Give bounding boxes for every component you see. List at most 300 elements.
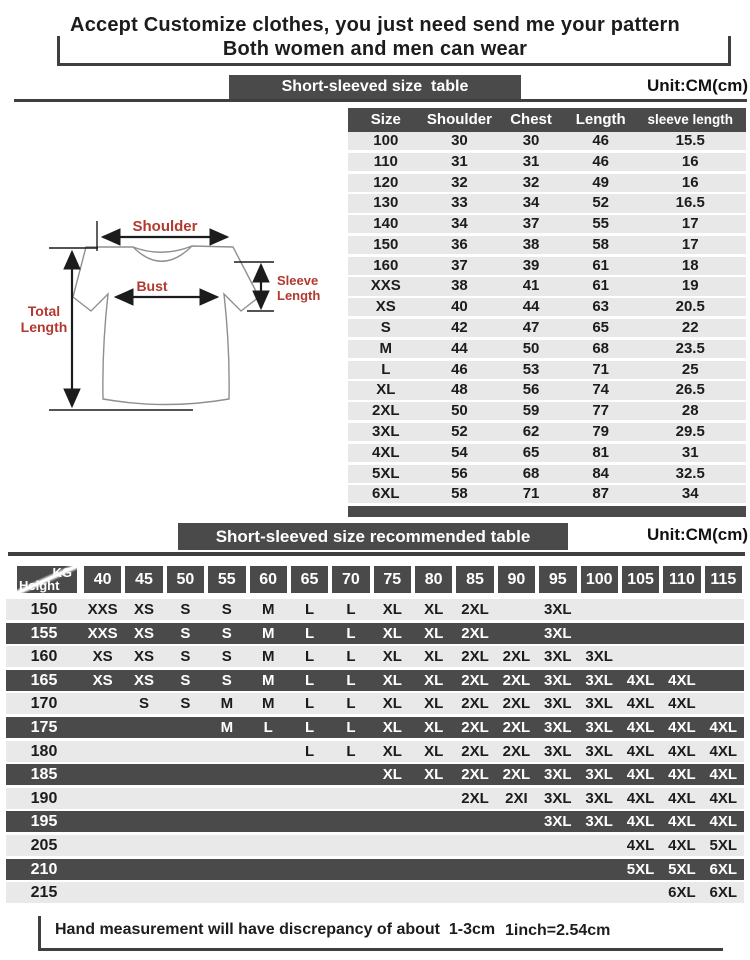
size-label: XS <box>375 298 396 316</box>
height-label: 150 <box>30 601 58 618</box>
recommended-size-cell <box>330 835 371 856</box>
recommended-size-cell <box>82 717 123 738</box>
recommended-size-cell: 5XL <box>709 836 738 854</box>
size-cell: 19 <box>681 277 699 295</box>
size-cell: 26.5 <box>675 381 705 399</box>
recommended-size-cell: M <box>261 695 275 713</box>
recommended-size-cell: L <box>304 671 315 689</box>
recommended-size-cell: 4XL <box>709 813 738 831</box>
size-cell: 16 <box>681 173 699 191</box>
size-label: 5XL <box>372 464 400 482</box>
recommended-size-cell <box>661 623 702 644</box>
recommended-size-cell: 3XL <box>544 813 572 831</box>
tshirt-outline <box>73 246 259 405</box>
recommended-size-cell: S <box>180 624 191 642</box>
recommended-size-cell: 2XL <box>461 742 489 760</box>
size-cell: 71 <box>522 485 540 503</box>
size-cell: 58 <box>592 235 610 253</box>
recommended-size-cell: L <box>346 601 356 618</box>
recommended-size-cell <box>496 623 537 644</box>
size-cell: 55 <box>592 215 610 233</box>
recommended-size-cell: 3XL <box>585 695 613 713</box>
recommended-size-cell <box>206 788 247 809</box>
bust-label: Bust <box>136 278 168 294</box>
table-row <box>348 174 746 192</box>
size-label: 4XL <box>372 443 400 461</box>
height-label: 185 <box>30 766 58 784</box>
size-cell: 29.5 <box>675 422 705 440</box>
table-row <box>6 693 744 714</box>
corner-height-label: Height <box>19 578 60 593</box>
weight-column-header: 45 <box>125 566 162 593</box>
recommended-size-cell <box>703 693 744 714</box>
recommended-size-cell <box>330 859 371 880</box>
recommended-size-cell <box>372 811 413 832</box>
height-label: 180 <box>30 742 58 760</box>
recommended-size-cell: 4XL <box>668 813 696 831</box>
recommended-size-cell <box>165 764 206 785</box>
recommended-size-cell: L <box>346 742 356 760</box>
recommended-size-cell: 2XL <box>502 648 531 666</box>
recommended-size-cell <box>496 811 537 832</box>
recommended-size-cell <box>579 835 620 856</box>
recommended-size-cell: XL <box>424 671 444 689</box>
recommended-size-cell: 3XL <box>544 648 572 666</box>
recommended-size-cell <box>454 859 495 880</box>
recommended-size-cell <box>372 859 413 880</box>
recommended-table <box>6 566 744 906</box>
size-table <box>348 108 746 517</box>
table-row <box>6 764 744 785</box>
recommended-size-cell <box>248 764 289 785</box>
recommended-size-cell: 5XL <box>626 860 655 878</box>
size-cell: 50 <box>522 339 540 357</box>
recommended-size-cell <box>537 835 578 856</box>
recommended-size-cell: XL <box>382 766 402 784</box>
tshirt-measure-diagram <box>0 100 340 520</box>
recommended-size-cell: XL <box>424 766 444 784</box>
recommended-size-cell: S <box>180 648 191 666</box>
recommended-size-cell: 3XL <box>544 624 572 642</box>
size-label: 6XL <box>372 485 400 503</box>
recommended-size-cell <box>703 623 744 644</box>
recommended-size-cell: 3XL <box>544 742 572 760</box>
table-row <box>6 623 744 644</box>
banner-line-1: Accept Customize clothes, you just need send me your pattern <box>70 14 680 36</box>
recommended-size-cell: 4XL <box>626 718 655 736</box>
recommended-size-cell: 4XL <box>668 789 696 807</box>
recommended-size-cell: XS <box>134 624 155 642</box>
size-cell: 15.5 <box>675 132 705 149</box>
recommended-size-cell <box>703 646 744 667</box>
corner-kg-label: KG <box>52 565 72 580</box>
recommended-size-cell: L <box>304 718 315 736</box>
recommended-size-cell <box>413 835 454 856</box>
recommended-size-cell: 3XL <box>585 766 613 784</box>
recommended-size-cell <box>496 599 537 620</box>
recommended-size-cell <box>165 811 206 832</box>
recommended-size-cell <box>661 646 702 667</box>
size-cell: 50 <box>451 402 468 420</box>
recommended-size-cell <box>454 811 495 832</box>
recommended-size-cell <box>289 764 330 785</box>
size-cell: 65 <box>592 319 610 337</box>
table-row <box>348 132 746 150</box>
recommended-size-cell: 4XL <box>626 742 655 760</box>
total-length-label-1: Total <box>27 303 61 319</box>
shoulder-label: Shoulder <box>132 218 198 235</box>
size-cell: 46 <box>451 360 468 378</box>
recommended-size-cell <box>248 882 289 903</box>
size-table-title: Short-sleeved size table <box>229 75 521 99</box>
size-cell: 79 <box>592 422 610 440</box>
table-row <box>348 153 746 171</box>
recommended-size-cell: 4XL <box>626 836 655 854</box>
recommended-size-cell <box>703 670 744 691</box>
corner-cell <box>17 566 77 593</box>
recommended-size-cell: S <box>180 671 191 689</box>
table-row <box>348 215 746 233</box>
recommended-size-cell <box>206 764 247 785</box>
recommended-size-cell <box>579 599 620 620</box>
size-cell: 33 <box>451 194 468 212</box>
recommended-size-cell <box>82 859 123 880</box>
recommended-size-cell: L <box>304 695 315 713</box>
size-cell: 17 <box>681 235 699 253</box>
size-table-footer-bar <box>348 506 746 517</box>
recommended-size-cell: 2XL <box>461 718 489 736</box>
recommended-size-cell: 2XL <box>502 695 531 713</box>
recommended-size-cell <box>289 859 330 880</box>
size-label: L <box>381 360 391 378</box>
banner-frame <box>57 36 731 66</box>
weight-column-header: 100 <box>581 566 618 593</box>
recommended-size-cell <box>289 788 330 809</box>
recommended-size-cell <box>661 599 702 620</box>
recommended-size-cell <box>413 788 454 809</box>
recommended-size-cell: 2XL <box>502 766 531 784</box>
size-label: XXS <box>370 277 401 295</box>
recommended-size-cell: L <box>304 624 315 642</box>
recommended-size-cell: XL <box>382 718 402 736</box>
recommended-table-rows <box>6 599 744 903</box>
table-row <box>348 340 746 358</box>
recommended-size-cell <box>123 741 164 762</box>
recommended-size-cell: XS <box>134 648 155 666</box>
size-cell: 52 <box>451 422 468 440</box>
size-cell: 32 <box>451 173 468 191</box>
recommended-size-cell: XL <box>424 624 444 642</box>
weight-column-header: 75 <box>374 566 411 593</box>
recommended-size-cell: 3XL <box>544 601 572 618</box>
recommended-size-cell <box>703 599 744 620</box>
recommended-size-cell: XL <box>382 624 402 642</box>
size-cell: 28 <box>681 402 699 420</box>
recommended-size-cell <box>330 788 371 809</box>
recommended-size-cell <box>165 882 206 903</box>
recommended-size-cell: 2XL <box>461 695 489 713</box>
recommended-size-cell: XS <box>134 671 155 689</box>
table-row <box>348 257 746 275</box>
recommended-size-cell <box>123 764 164 785</box>
recommended-size-cell <box>413 859 454 880</box>
table-row <box>6 835 744 856</box>
recommended-size-cell: XXS <box>87 601 118 618</box>
recommended-size-cell: M <box>220 695 234 713</box>
recommended-size-cell <box>165 788 206 809</box>
size-label: 130 <box>373 194 399 212</box>
size-cell: 44 <box>522 298 540 316</box>
recommended-size-cell: XL <box>382 648 402 666</box>
recommended-size-cell: 4XL <box>668 766 696 784</box>
recommended-size-cell <box>248 788 289 809</box>
size-cell: 74 <box>592 381 610 399</box>
size-table-header <box>348 108 746 132</box>
weight-column-header: 60 <box>250 566 287 593</box>
recommended-size-cell: XL <box>382 671 402 689</box>
sleeve-length-label-1: Sleeve <box>277 273 319 288</box>
recommended-size-cell: S <box>221 671 232 689</box>
table-row <box>348 485 746 503</box>
recommended-size-cell: 4XL <box>626 766 655 784</box>
recommended-size-cell: 6XL <box>709 884 738 902</box>
size-label: 140 <box>373 215 399 233</box>
size-cell: 68 <box>592 339 610 357</box>
recommended-size-cell <box>82 788 123 809</box>
recommended-size-cell: XL <box>382 695 402 713</box>
height-label: 190 <box>30 789 58 807</box>
recommended-size-cell: M <box>261 671 275 689</box>
size-cell: 38 <box>451 277 468 295</box>
recommended-size-cell <box>330 764 371 785</box>
size-cell: 63 <box>592 298 610 316</box>
size-cell: 47 <box>522 319 540 337</box>
recommended-size-cell <box>413 882 454 903</box>
recommended-size-cell: 4XL <box>709 789 738 807</box>
recommended-size-cell <box>123 811 164 832</box>
footer-note: Hand measurement will have discrepancy of about 1-3cm <box>55 921 496 938</box>
table-row <box>6 788 744 809</box>
table-row <box>348 402 746 420</box>
size-cell: 31 <box>451 152 468 170</box>
recommended-size-cell: 2XI <box>505 789 528 807</box>
size-cell: 44 <box>451 339 468 357</box>
size-cell: 42 <box>451 319 468 337</box>
sleeve-length-label-2: Length <box>277 288 321 303</box>
weight-column-header: 80 <box>415 566 452 593</box>
size-cell: 18 <box>681 256 699 274</box>
size-cell: 31 <box>681 443 699 461</box>
recommended-size-cell: 3XL <box>585 718 613 736</box>
recommended-size-cell <box>372 882 413 903</box>
recommended-size-cell: L <box>346 695 356 713</box>
recommended-size-cell <box>372 835 413 856</box>
size-cell: 36 <box>451 235 468 253</box>
recommended-size-cell <box>289 835 330 856</box>
recommended-size-cell: S <box>221 624 232 642</box>
recommended-size-cell: 3XL <box>585 789 613 807</box>
recommended-size-cell <box>330 811 371 832</box>
measure-arrows <box>72 237 261 406</box>
height-label: 175 <box>30 718 58 736</box>
recommended-size-cell: 3XL <box>585 671 613 689</box>
recommended-size-cell <box>82 764 123 785</box>
size-cell: 56 <box>451 464 468 482</box>
recommended-size-cell <box>289 811 330 832</box>
recommended-size-cell: 2XL <box>461 789 489 807</box>
size-cell: 77 <box>592 402 610 420</box>
recommended-table-title: Short-sleeved size recommended table <box>178 523 568 550</box>
size-label: 3XL <box>372 422 400 440</box>
size-cell: 61 <box>592 256 610 274</box>
size-label: 100 <box>373 132 399 149</box>
size-label: S <box>380 319 391 337</box>
size-cell: 53 <box>522 360 540 378</box>
weight-column-header: 55 <box>208 566 245 593</box>
recommended-size-cell <box>206 741 247 762</box>
size-cell: 32 <box>522 173 540 191</box>
recommended-size-cell: XXS <box>87 624 118 642</box>
table-row <box>6 859 744 880</box>
size-cell: 81 <box>592 443 610 461</box>
recommended-size-cell: XL <box>382 742 402 760</box>
recommended-size-cell: XS <box>134 601 155 618</box>
weight-column-header: 40 <box>84 566 121 593</box>
recommended-size-cell: M <box>261 648 275 666</box>
size-cell: 52 <box>592 194 610 212</box>
size-cell: 87 <box>592 485 610 503</box>
recommended-size-cell: 2XL <box>502 671 531 689</box>
table-row <box>348 236 746 254</box>
recommended-size-cell <box>620 646 661 667</box>
recommended-size-cell: 3XL <box>544 695 572 713</box>
divider-line-middle <box>8 552 745 556</box>
table-row <box>348 277 746 295</box>
recommended-size-cell: 4XL <box>709 742 738 760</box>
recommended-size-cell <box>206 835 247 856</box>
column-header: sleeve length <box>647 112 733 127</box>
size-table-rows <box>348 132 746 503</box>
height-label: 165 <box>30 671 58 689</box>
size-label: XL <box>376 381 396 399</box>
recommended-size-cell <box>82 811 123 832</box>
size-cell: 16 <box>681 152 699 170</box>
recommended-size-cell: L <box>346 648 356 666</box>
table-row <box>348 361 746 379</box>
size-cell: 46 <box>592 132 610 149</box>
weight-column-header: 85 <box>456 566 493 593</box>
recommended-size-cell <box>579 623 620 644</box>
table-row <box>6 811 744 832</box>
recommended-size-cell: 2XL <box>461 671 489 689</box>
recommended-size-cell <box>165 859 206 880</box>
table-row <box>6 741 744 762</box>
size-cell: 30 <box>451 132 468 149</box>
column-header: Length <box>575 111 626 128</box>
size-cell: 22 <box>681 319 699 337</box>
weight-column-header: 50 <box>167 566 204 593</box>
size-cell: 41 <box>522 277 540 295</box>
size-cell: 58 <box>451 485 468 503</box>
size-cell: 71 <box>592 360 610 378</box>
size-label: 120 <box>373 173 399 191</box>
recommended-table-header <box>6 566 744 593</box>
recommended-size-cell: XL <box>424 648 444 666</box>
recommended-size-cell: 4XL <box>626 813 655 831</box>
recommended-size-cell: M <box>261 601 275 618</box>
size-cell: 39 <box>522 256 540 274</box>
weight-column-header: 115 <box>705 566 742 593</box>
recommended-size-cell <box>82 741 123 762</box>
height-label: 215 <box>30 884 58 902</box>
size-label: 2XL <box>372 402 400 420</box>
recommended-size-cell: 3XL <box>585 813 613 831</box>
table-row <box>6 882 744 903</box>
table-row <box>348 319 746 337</box>
size-cell: 49 <box>592 173 610 191</box>
recommended-size-cell <box>454 835 495 856</box>
recommended-size-cell: 3XL <box>585 742 613 760</box>
size-cell: 31 <box>522 152 540 170</box>
recommended-size-cell <box>165 741 206 762</box>
recommended-size-cell: 3XL <box>544 766 572 784</box>
recommended-size-cell: XS <box>92 648 113 666</box>
recommended-size-cell <box>123 835 164 856</box>
height-label: 160 <box>30 648 58 666</box>
recommended-size-cell: S <box>180 601 191 618</box>
size-label: 150 <box>373 235 399 253</box>
recommended-size-cell <box>123 859 164 880</box>
size-cell: 25 <box>681 360 699 378</box>
size-cell: 56 <box>522 381 540 399</box>
recommended-size-cell: XL <box>382 601 402 618</box>
recommended-size-cell <box>165 717 206 738</box>
size-cell: 38 <box>522 235 540 253</box>
size-cell: 32.5 <box>675 464 705 482</box>
size-cell: 84 <box>592 464 610 482</box>
recommended-size-cell: S <box>139 695 150 713</box>
column-header: Shoulder <box>426 111 492 128</box>
recommended-size-cell: M <box>261 624 275 642</box>
recommended-size-cell: 3XL <box>544 718 572 736</box>
size-cell: 16.5 <box>675 194 705 212</box>
recommended-size-cell: 6XL <box>709 860 738 878</box>
height-label: 210 <box>30 860 58 878</box>
recommended-size-cell: 3XL <box>544 789 572 807</box>
size-cell: 48 <box>451 381 468 399</box>
recommended-size-cell <box>248 859 289 880</box>
recommended-size-cell: L <box>346 718 356 736</box>
size-cell: 62 <box>522 422 540 440</box>
recommended-size-cell <box>579 859 620 880</box>
table-row <box>348 381 746 399</box>
recommended-size-cell <box>82 882 123 903</box>
recommended-size-cell <box>82 693 123 714</box>
recommended-size-cell: L <box>263 718 273 736</box>
measure-ticks <box>49 221 274 410</box>
recommended-size-cell <box>496 882 537 903</box>
recommended-size-cell: S <box>180 695 191 713</box>
recommended-size-cell: 3XL <box>585 648 613 666</box>
weight-column-header: 110 <box>663 566 700 593</box>
size-cell: 30 <box>522 132 540 149</box>
recommended-size-cell: XL <box>424 742 444 760</box>
weight-column-header: 105 <box>622 566 659 593</box>
recommended-size-cell: 4XL <box>668 671 696 689</box>
table-row <box>348 444 746 462</box>
height-label: 155 <box>30 624 58 642</box>
recommended-size-cell <box>496 859 537 880</box>
